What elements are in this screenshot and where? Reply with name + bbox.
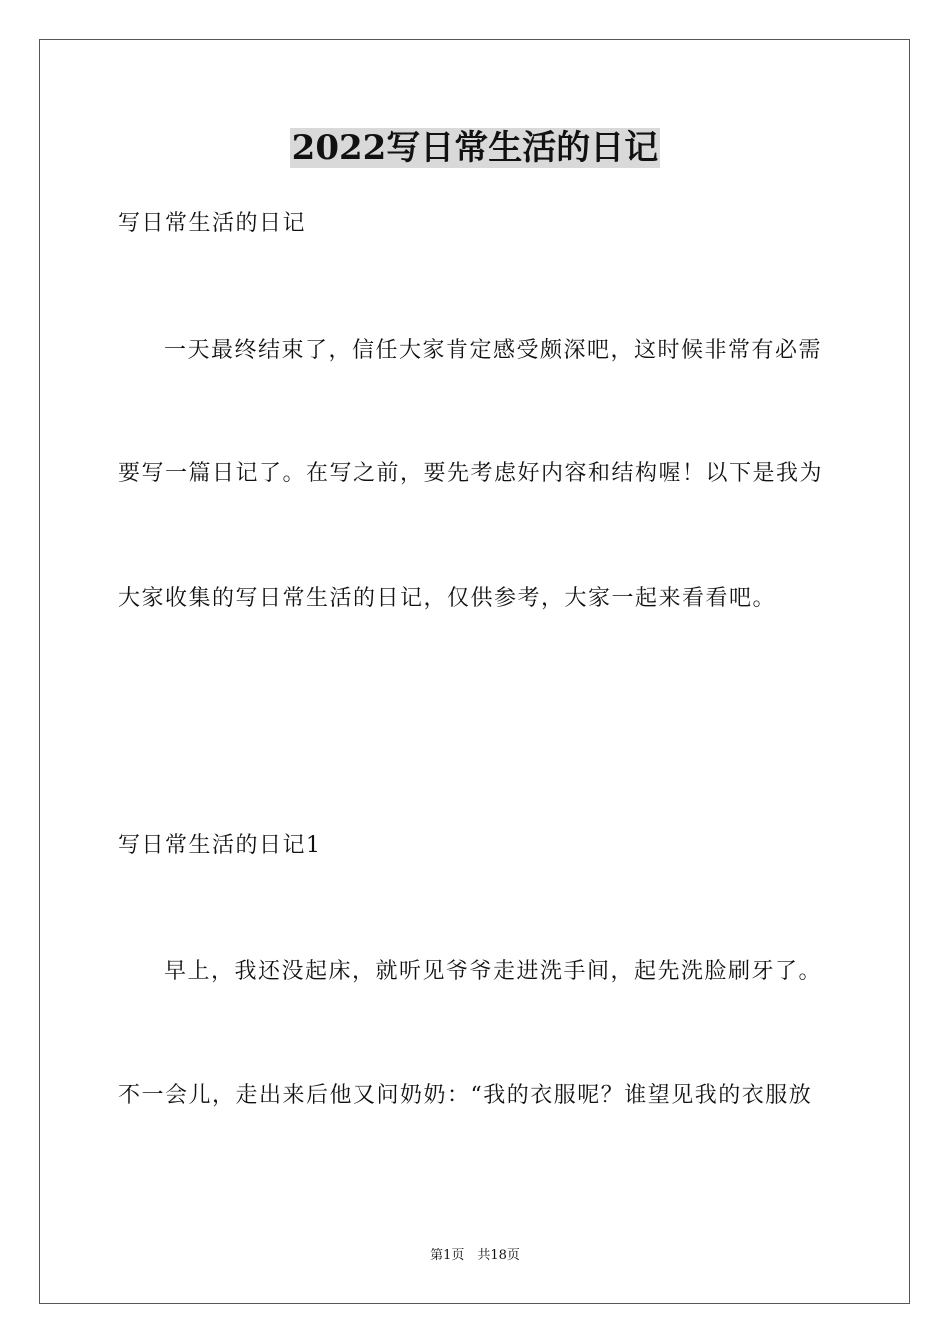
intro-paragraph-line-2: 要写一篇日记了。在写之前，要先考虑好内容和结构喔！以下是我为 bbox=[118, 461, 824, 486]
diary-paragraph-line-1: 早上，我还没起床，就听见爷爷走进洗手间，起先洗脸刷牙了。 bbox=[164, 959, 823, 984]
document-title bbox=[0, 128, 950, 168]
diary-paragraph-line-2: 不一会儿，走出来后他又问奶奶：“我的衣服呢？谁望见我的衣服放 bbox=[118, 1083, 813, 1108]
document-title-text: 2022写日常生活的日记 bbox=[291, 128, 659, 168]
subtitle-line: 写日常生活的日记 bbox=[118, 211, 307, 236]
intro-paragraph-line-3: 大家收集的写日常生活的日记，仅供参考，大家一起来看看吧。 bbox=[118, 586, 777, 611]
intro-paragraph-line-1: 一天最终结束了，信任大家肯定感受颇深吧，这时候非常有必需 bbox=[164, 338, 823, 363]
section-heading-1: 写日常生活的日记1 bbox=[118, 833, 322, 858]
page-number-footer: 第1页 共18页 bbox=[430, 1248, 520, 1263]
